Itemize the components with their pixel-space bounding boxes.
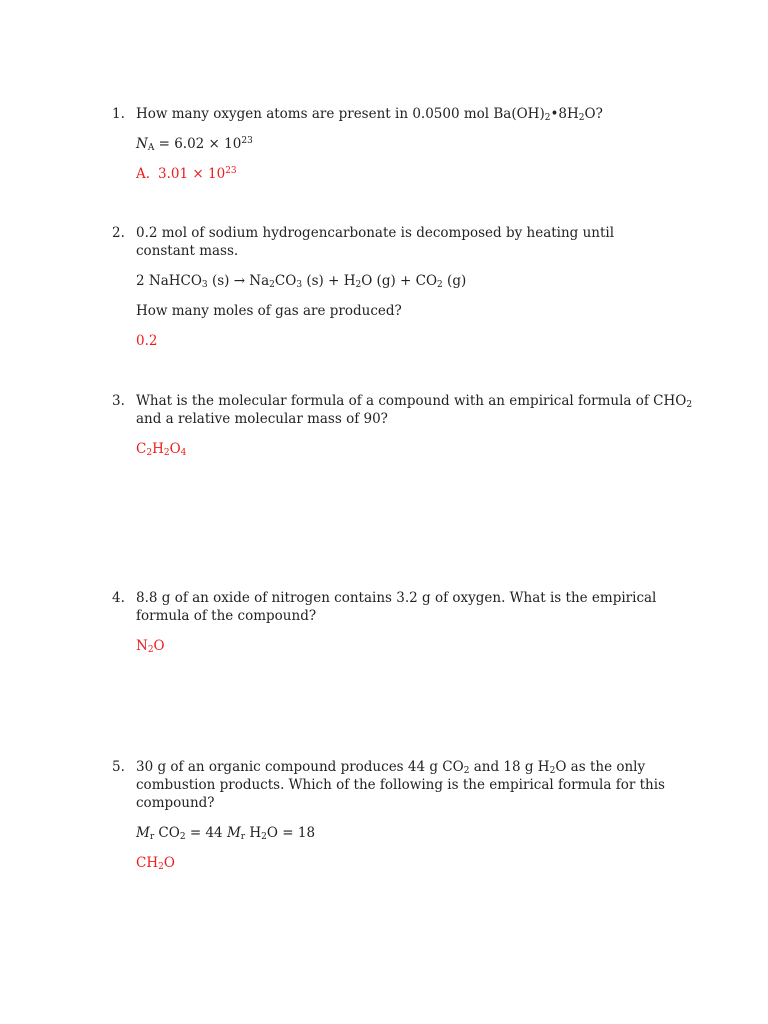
question-number: 2.	[112, 225, 125, 241]
answer: $C_2H_2O_4$	[136, 441, 187, 458]
question-1	[112, 105, 672, 183]
avogadro-constant: $N_A = 6.02 \times 10^{23}$	[136, 136, 253, 153]
question-text: How many oxygen atoms are present in 0.0500 mol $Ba(OH)_2•8H_2O$?	[136, 106, 603, 123]
question-number: 1.	[112, 106, 125, 122]
question-prompt: How many moles of gas are produced?	[136, 303, 402, 319]
question-text: 8.8 g of an oxide of nitrogen contains 3.2 g of oxygen. What is the empirical formula of the compound?	[136, 590, 657, 624]
answer: $N_2O$	[136, 638, 165, 655]
question-text: What is the molecular formula of a compound with an empirical formula of $CHO_2$	[136, 393, 693, 410]
answer: $CH_2O$	[136, 855, 175, 872]
question-5	[112, 758, 672, 872]
question-2	[112, 224, 672, 350]
question-text: 30 g of an organic compound produces 44 g $CO_2$ and 18 g $H_2O$ as the only	[136, 759, 646, 776]
answer: 0.2	[136, 333, 158, 349]
question-text-line-2: combustion products. Which of the following is the empirical formula for this	[136, 777, 665, 793]
chemical-equation: 2 NaHCO$_3$ $(s) \to Na_2CO_3$ $(s) + H_2O$ $(g) + CO_2$ (g)	[136, 273, 467, 290]
question-number: 3.	[112, 393, 125, 409]
answer: A. $3.01 \times 10^{23}$	[136, 166, 237, 182]
question-3	[112, 392, 693, 458]
question-text: 0.2 mol of sodium hydrogencarbonate is decomposed by heating until constant mass.	[136, 225, 615, 259]
question-text-line-2: and a relative molecular mass of 90?	[136, 411, 388, 427]
question-number: 4.	[112, 590, 125, 606]
relative-masses: $M_r$ $CO_2 = 44$ $M_r$ $H_2O = 18$	[136, 825, 316, 842]
question-number: 5.	[112, 759, 125, 775]
question-text-line-3: compound?	[136, 795, 215, 811]
question-4	[112, 589, 672, 655]
